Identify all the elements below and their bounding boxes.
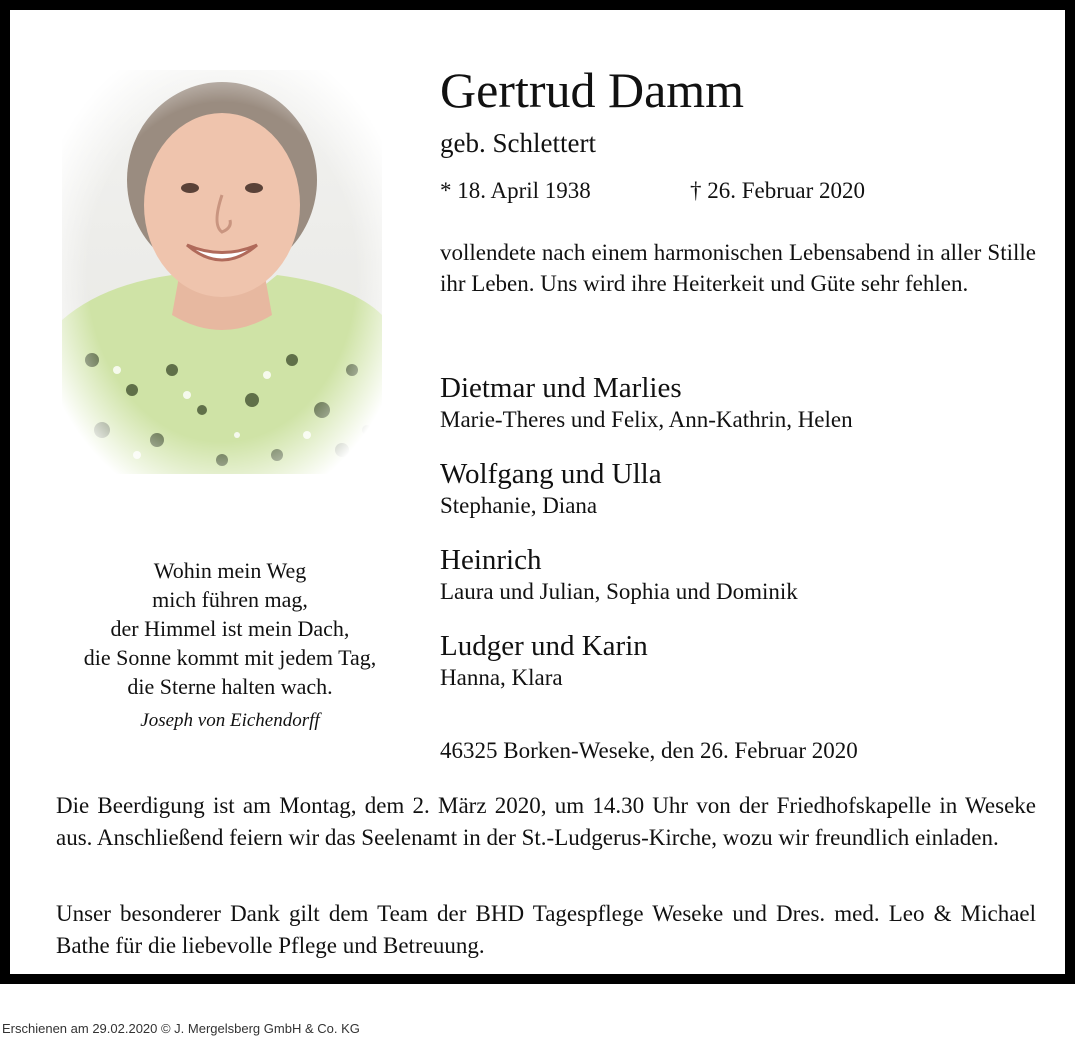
family-names: Wolfgang und Ulla <box>440 458 662 490</box>
family-group <box>440 628 1040 692</box>
family-group <box>440 370 1040 434</box>
portrait-photo <box>62 70 382 474</box>
life-dates <box>440 176 866 206</box>
family-children: Laura und Julian, Sophia und Dominik <box>440 579 798 604</box>
family-group <box>440 456 1040 520</box>
poem-line: mich führen mag, <box>152 587 308 612</box>
poem-line: der Himmel ist mein Dach, <box>110 616 350 641</box>
death-date: † 26. Februar 2020 <box>690 178 866 203</box>
poem-line: Wohin mein Weg <box>153 558 307 583</box>
poem <box>40 556 420 735</box>
family-names: Dietmar und Marlies <box>440 372 682 404</box>
funeral-notice: Die Beerdigung ist am Montag, dem 2. März 2020, um 14.30 Uhr von der Friedhofskapelle in Weseke aus. Anschließend feiern wir das Seelenamt in der St.-Ludgerus-Kirche, wozu wir freundlich einladen. <box>56 793 1036 850</box>
deceased-name: Gertrud Damm <box>440 62 745 118</box>
family-children: Hanna, Klara <box>440 665 563 690</box>
maiden-name: geb. Schlettert <box>440 128 596 158</box>
family-children: Stephanie, Diana <box>440 493 598 518</box>
family-children: Marie-Theres und Felix, Ann-Kathrin, Helen <box>440 407 853 432</box>
thanks-notice: Unser besonderer Dank gilt dem Team der BHD Tagespflege Weseke und Dres. med. Leo & Michael Bathe für die liebevolle Pflege und Betreuung. <box>56 901 1036 958</box>
family-group <box>440 542 1040 606</box>
family-names: Ludger und Karin <box>440 630 648 662</box>
poem-line: die Sonne kommt mit jedem Tag, <box>83 645 377 670</box>
family-names: Heinrich <box>440 544 542 576</box>
intro-text: vollendete nach einem harmonischen Lebensabend in aller Stille ihr Leben. Uns wird ihre Heiterkeit und Güte sehr fehlen. <box>440 240 1036 296</box>
birth-date: * 18. April 1938 <box>440 178 591 203</box>
poem-line: die Sterne halten wach. <box>127 674 333 699</box>
publication-footer: Erschienen am 29.02.2020 © J. Mergelsberg GmbH & Co. KG <box>2 1021 360 1036</box>
place-and-date: 46325 Borken-Weseke, den 26. Februar 2020 <box>440 738 858 763</box>
poem-author: Joseph von Eichendorff <box>140 710 320 731</box>
